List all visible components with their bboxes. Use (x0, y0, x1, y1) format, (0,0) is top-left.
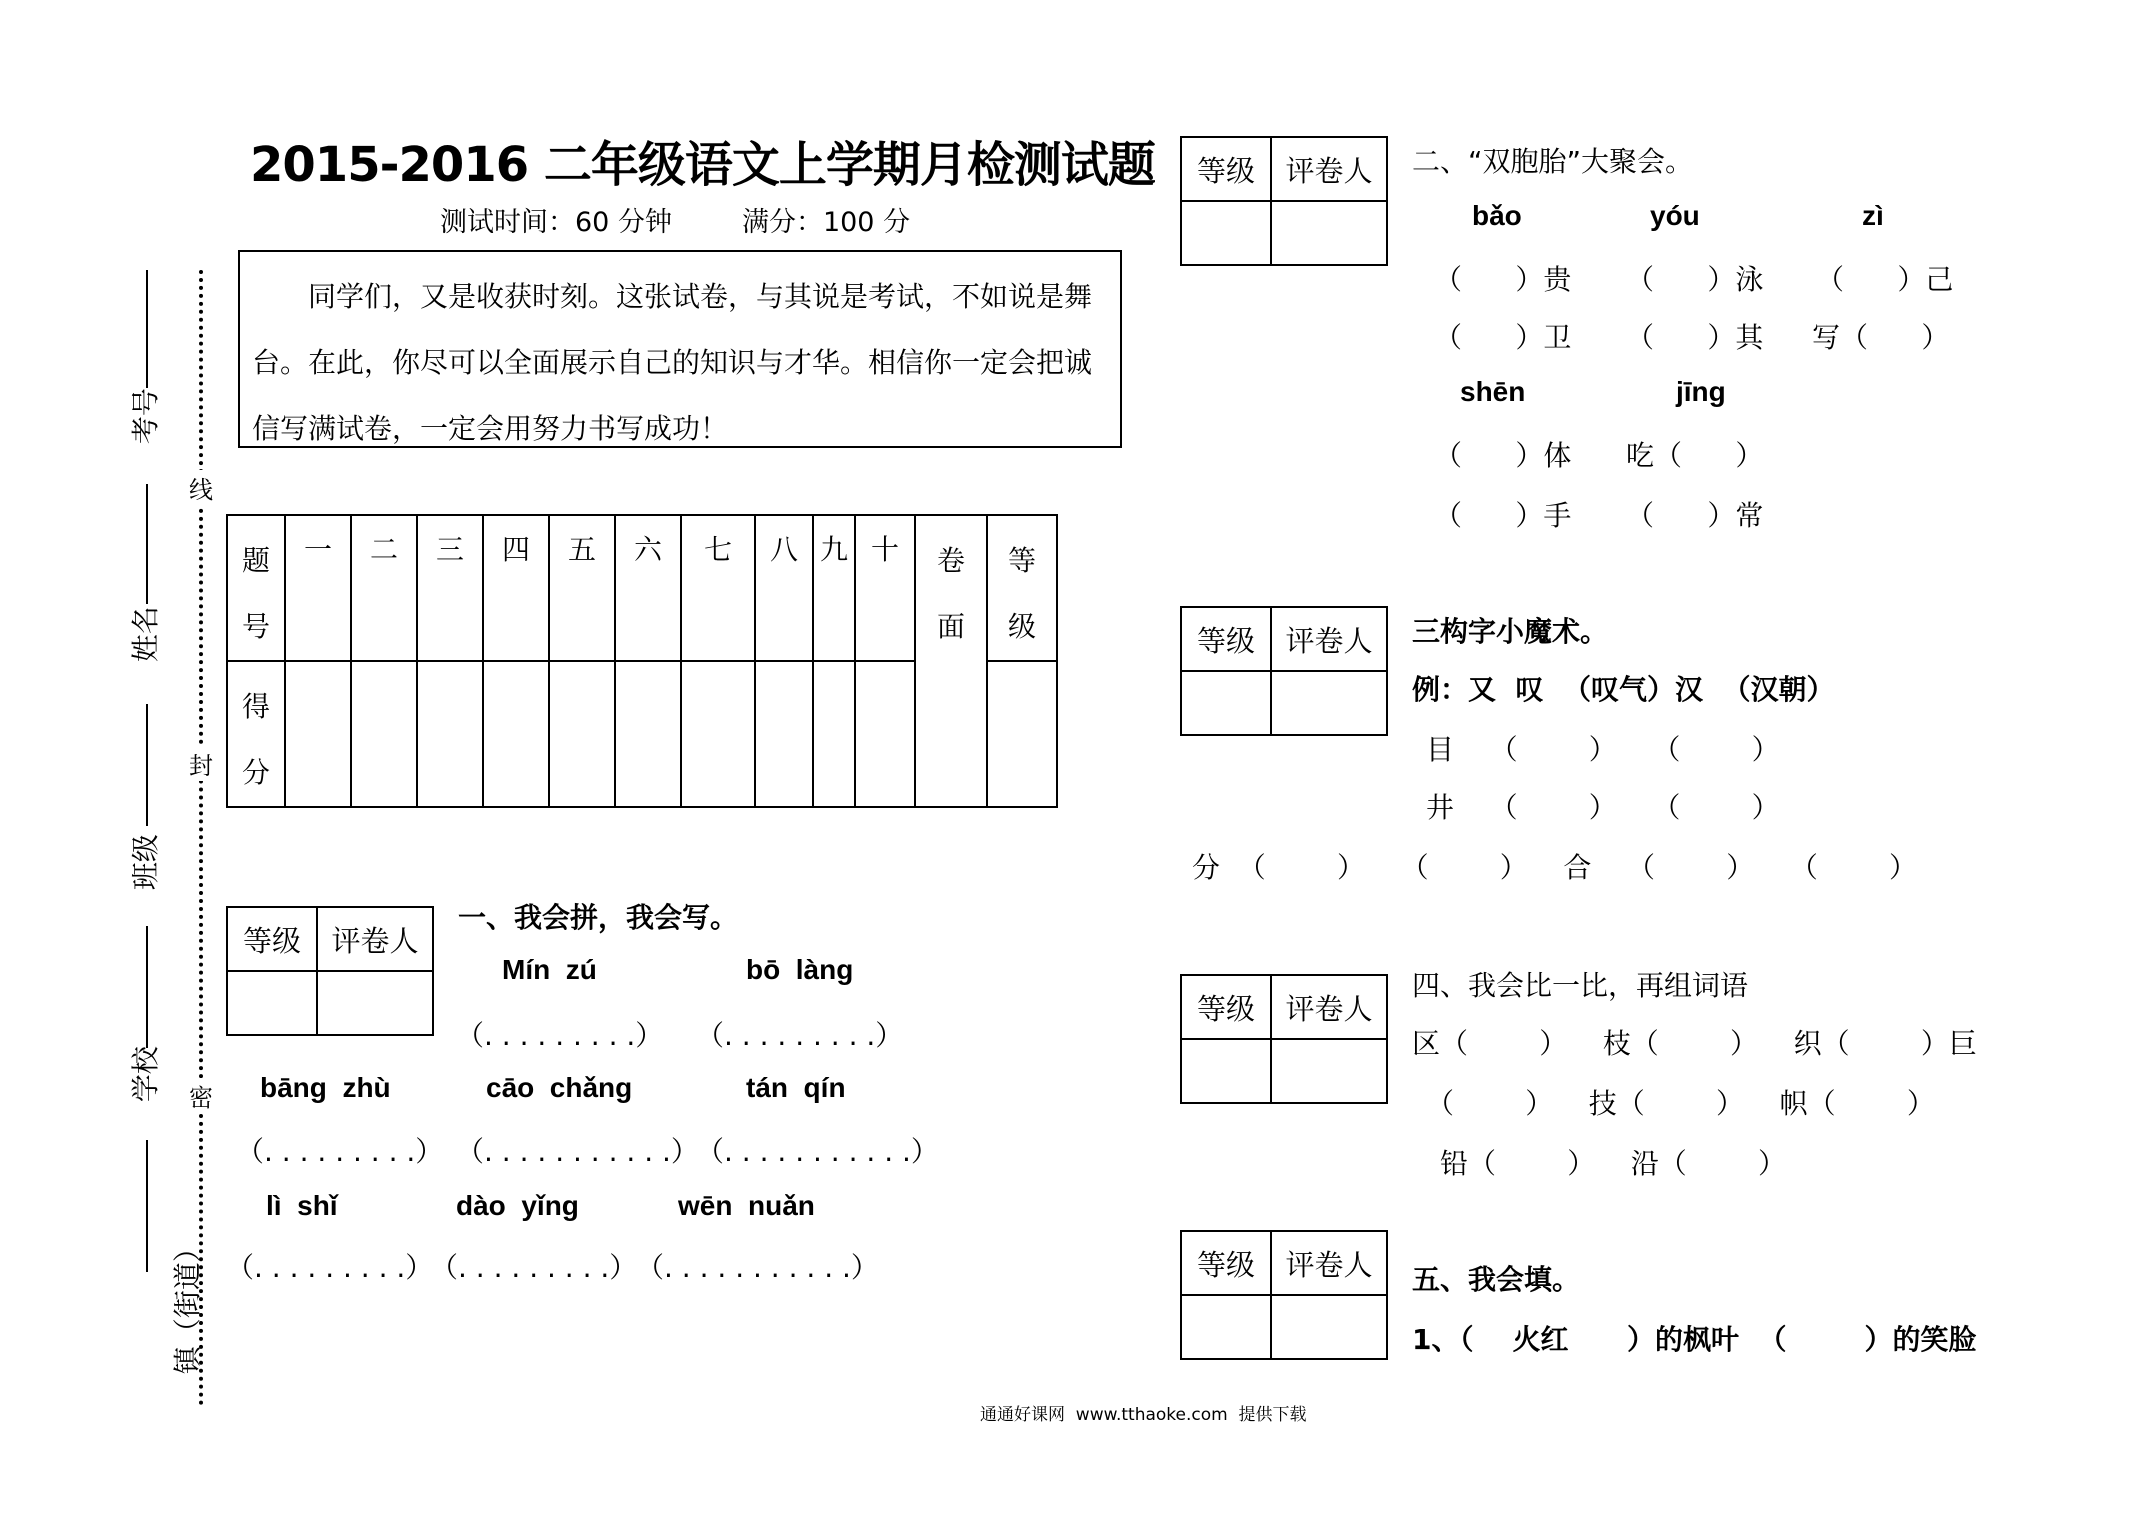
grade-box-section5 (1180, 1230, 1388, 1360)
grader-cell[interactable] (1271, 1295, 1387, 1359)
grade-label: 等级 (1181, 1231, 1271, 1295)
score-col-10: 十 (855, 515, 915, 661)
school-line (146, 926, 148, 1048)
answer-blank[interactable]: （. . . . . . . . .） (430, 1251, 638, 1284)
pinyin-jing: jīng (1676, 376, 1726, 407)
pinyin-zi: zì (1862, 200, 1884, 231)
fill-line[interactable]: 目 （ ） （ ） (1426, 733, 1780, 766)
answer-blank[interactable]: （. . . . . . . . .） (236, 1135, 444, 1168)
seal-char-secret: 密 (188, 1078, 214, 1113)
seal-char-line: 线 (188, 470, 214, 505)
score-col-5: 五 (549, 515, 615, 661)
grader-cell[interactable] (1271, 671, 1387, 735)
section1-heading: 一、我会拼，我会写。 (458, 901, 739, 934)
answer-blank[interactable]: （. . . . . . . . .） (456, 1019, 664, 1052)
score-row-label-topic: 题 号 (227, 515, 285, 661)
section3-heading: 三构字小魔术。 (1412, 615, 1609, 648)
score-col-3: 三 (417, 515, 483, 661)
grader-label: 评卷人 (317, 907, 433, 971)
score-cell[interactable] (681, 661, 755, 807)
grade-cell[interactable] (1181, 201, 1271, 265)
page-title: 2015-2016 二年级语文上学期月检测试题 (250, 137, 1155, 193)
full-score: 满分：100 分 (741, 207, 911, 238)
score-col-paper: 卷 面 (915, 515, 987, 807)
fill-line[interactable]: （ ）卫 (1434, 321, 1572, 354)
test-time: 测试时间：60 分钟 (440, 207, 672, 238)
grade-box-section1 (226, 906, 434, 1036)
fill-line[interactable]: 吃（ ） (1626, 439, 1764, 472)
grade-box-section4 (1180, 974, 1388, 1104)
grade-cell[interactable] (1181, 1039, 1271, 1103)
grade-cell[interactable] (1181, 671, 1271, 735)
section2-heading: 二、“双胞胎”大聚会。 (1412, 145, 1694, 178)
pinyin-bolang: bō làng (746, 954, 854, 985)
intro-box (238, 250, 1122, 448)
grade-box-section2 (1180, 136, 1388, 266)
score-cell[interactable] (285, 661, 351, 807)
seal-char-seal: 封 (188, 746, 214, 781)
grade-label: 等级 (1181, 975, 1271, 1039)
grader-label: 评卷人 (1271, 137, 1387, 201)
score-cell[interactable] (417, 661, 483, 807)
exam-number-line (146, 270, 148, 388)
grade-cell[interactable] (227, 971, 317, 1035)
town-line (146, 1140, 148, 1272)
grader-label: 评卷人 (1271, 607, 1387, 671)
school-label: 学校 (128, 1046, 162, 1103)
answer-blank[interactable]: （. . . . . . . . . . .） (696, 1135, 939, 1168)
grader-label: 评卷人 (1271, 1231, 1387, 1295)
pinyin-tanqin: tán qín (746, 1072, 846, 1103)
pinyin-wennuan: wēn nuǎn (678, 1190, 815, 1221)
pinyin-minzu: Mín zú (502, 954, 597, 985)
score-row-label-score: 得 分 (227, 661, 285, 807)
answer-blank[interactable]: （. . . . . . . . . . .） (636, 1251, 879, 1284)
intro-text: 同学们，又是收获时刻。这张试卷，与其说是考试，不如说是舞台。在此，你尽可以全面展示自己的知识与才华。相信你一定会把诚信写满试卷，一定会用努力书写成功！ (252, 280, 1093, 445)
score-cell[interactable] (615, 661, 681, 807)
score-col-9: 九 (813, 515, 855, 661)
score-col-6: 六 (615, 515, 681, 661)
score-cell[interactable] (987, 661, 1057, 807)
fill-line[interactable]: （ ） 技（ ） 帜（ ） (1426, 1087, 1935, 1120)
fill-line[interactable]: （ ）贵 (1434, 263, 1572, 296)
exam-number-label: 考号 (128, 388, 162, 445)
exam-info (440, 200, 910, 239)
score-cell[interactable] (483, 661, 549, 807)
class-line (146, 704, 148, 826)
score-col-2: 二 (351, 515, 417, 661)
section4-heading: 四、我会比一比，再组词语 (1412, 969, 1749, 1002)
section5-heading: 五、我会填。 (1412, 1263, 1581, 1296)
answer-blank[interactable]: （. . . . . . . . .） (696, 1019, 904, 1052)
score-col-grade: 等 级 (987, 515, 1057, 661)
class-label: 班级 (128, 834, 162, 891)
fill-line[interactable]: （ ）体 (1434, 439, 1572, 472)
score-col-8: 八 (755, 515, 813, 661)
fill-line[interactable]: 铅（ ） 沿（ ） (1440, 1147, 1787, 1180)
name-label: 姓名 (128, 606, 162, 663)
grade-label: 等级 (1181, 607, 1271, 671)
fill-line[interactable]: （ ）泳 (1626, 263, 1764, 296)
score-col-4: 四 (483, 515, 549, 661)
grader-cell[interactable] (317, 971, 433, 1035)
fill-line[interactable]: （ ）己 (1816, 263, 1954, 296)
grader-label: 评卷人 (1271, 975, 1387, 1039)
grade-label: 等级 (1181, 137, 1271, 201)
answer-blank[interactable]: （. . . . . . . . . . .） (456, 1135, 699, 1168)
fill-line[interactable]: 井 （ ） （ ） (1426, 791, 1780, 824)
score-col-7: 七 (681, 515, 755, 661)
fill-line[interactable]: （ ）手 (1434, 499, 1572, 532)
grade-cell[interactable] (1181, 1295, 1271, 1359)
score-cell[interactable] (755, 661, 813, 807)
fill-line[interactable]: 分 （ ） （ ） 合 （ ） （ ） (1192, 851, 1918, 884)
pinyin-lishi: lì shǐ (266, 1190, 338, 1221)
fill-line[interactable]: 写（ ） (1812, 321, 1950, 354)
score-col-1: 一 (285, 515, 351, 661)
fill-line[interactable]: （ ）常 (1626, 499, 1764, 532)
score-cell[interactable] (813, 661, 855, 807)
section3-example: 例：又 叹 （叹气）汉 （汉朝） (1412, 673, 1835, 706)
score-cell[interactable] (549, 661, 615, 807)
answer-blank[interactable]: （. . . . . . . . .） (226, 1251, 434, 1284)
fill-line[interactable]: （ ）其 (1626, 321, 1764, 354)
footer-credit: 通通好课网 www.tthaoke.com 提供下载 (980, 1405, 1307, 1425)
grader-cell[interactable] (1271, 1039, 1387, 1103)
binding-dotted-line (199, 270, 203, 1406)
fill-line[interactable]: 1、（ 火红 ）的枫叶 （ ）的笑脸 (1412, 1323, 1977, 1356)
pinyin-caochang: cāo chǎng (486, 1072, 633, 1103)
score-cell[interactable] (855, 661, 915, 807)
pinyin-you: yóu (1650, 200, 1700, 231)
score-cell[interactable] (351, 661, 417, 807)
pinyin-bangzhu: bāng zhù (260, 1072, 391, 1103)
name-line (146, 484, 148, 604)
town-label: 镇（街道） (170, 1234, 204, 1375)
score-table (226, 514, 1058, 808)
pinyin-bao: bǎo (1472, 200, 1522, 231)
grade-label: 等级 (227, 907, 317, 971)
grade-box-section3 (1180, 606, 1388, 736)
pinyin-daoying: dào yǐng (456, 1190, 579, 1221)
pinyin-shen: shēn (1460, 376, 1526, 407)
grader-cell[interactable] (1271, 201, 1387, 265)
fill-line[interactable]: 区（ ） 枝（ ） 织（ ）巨 (1412, 1027, 1977, 1060)
